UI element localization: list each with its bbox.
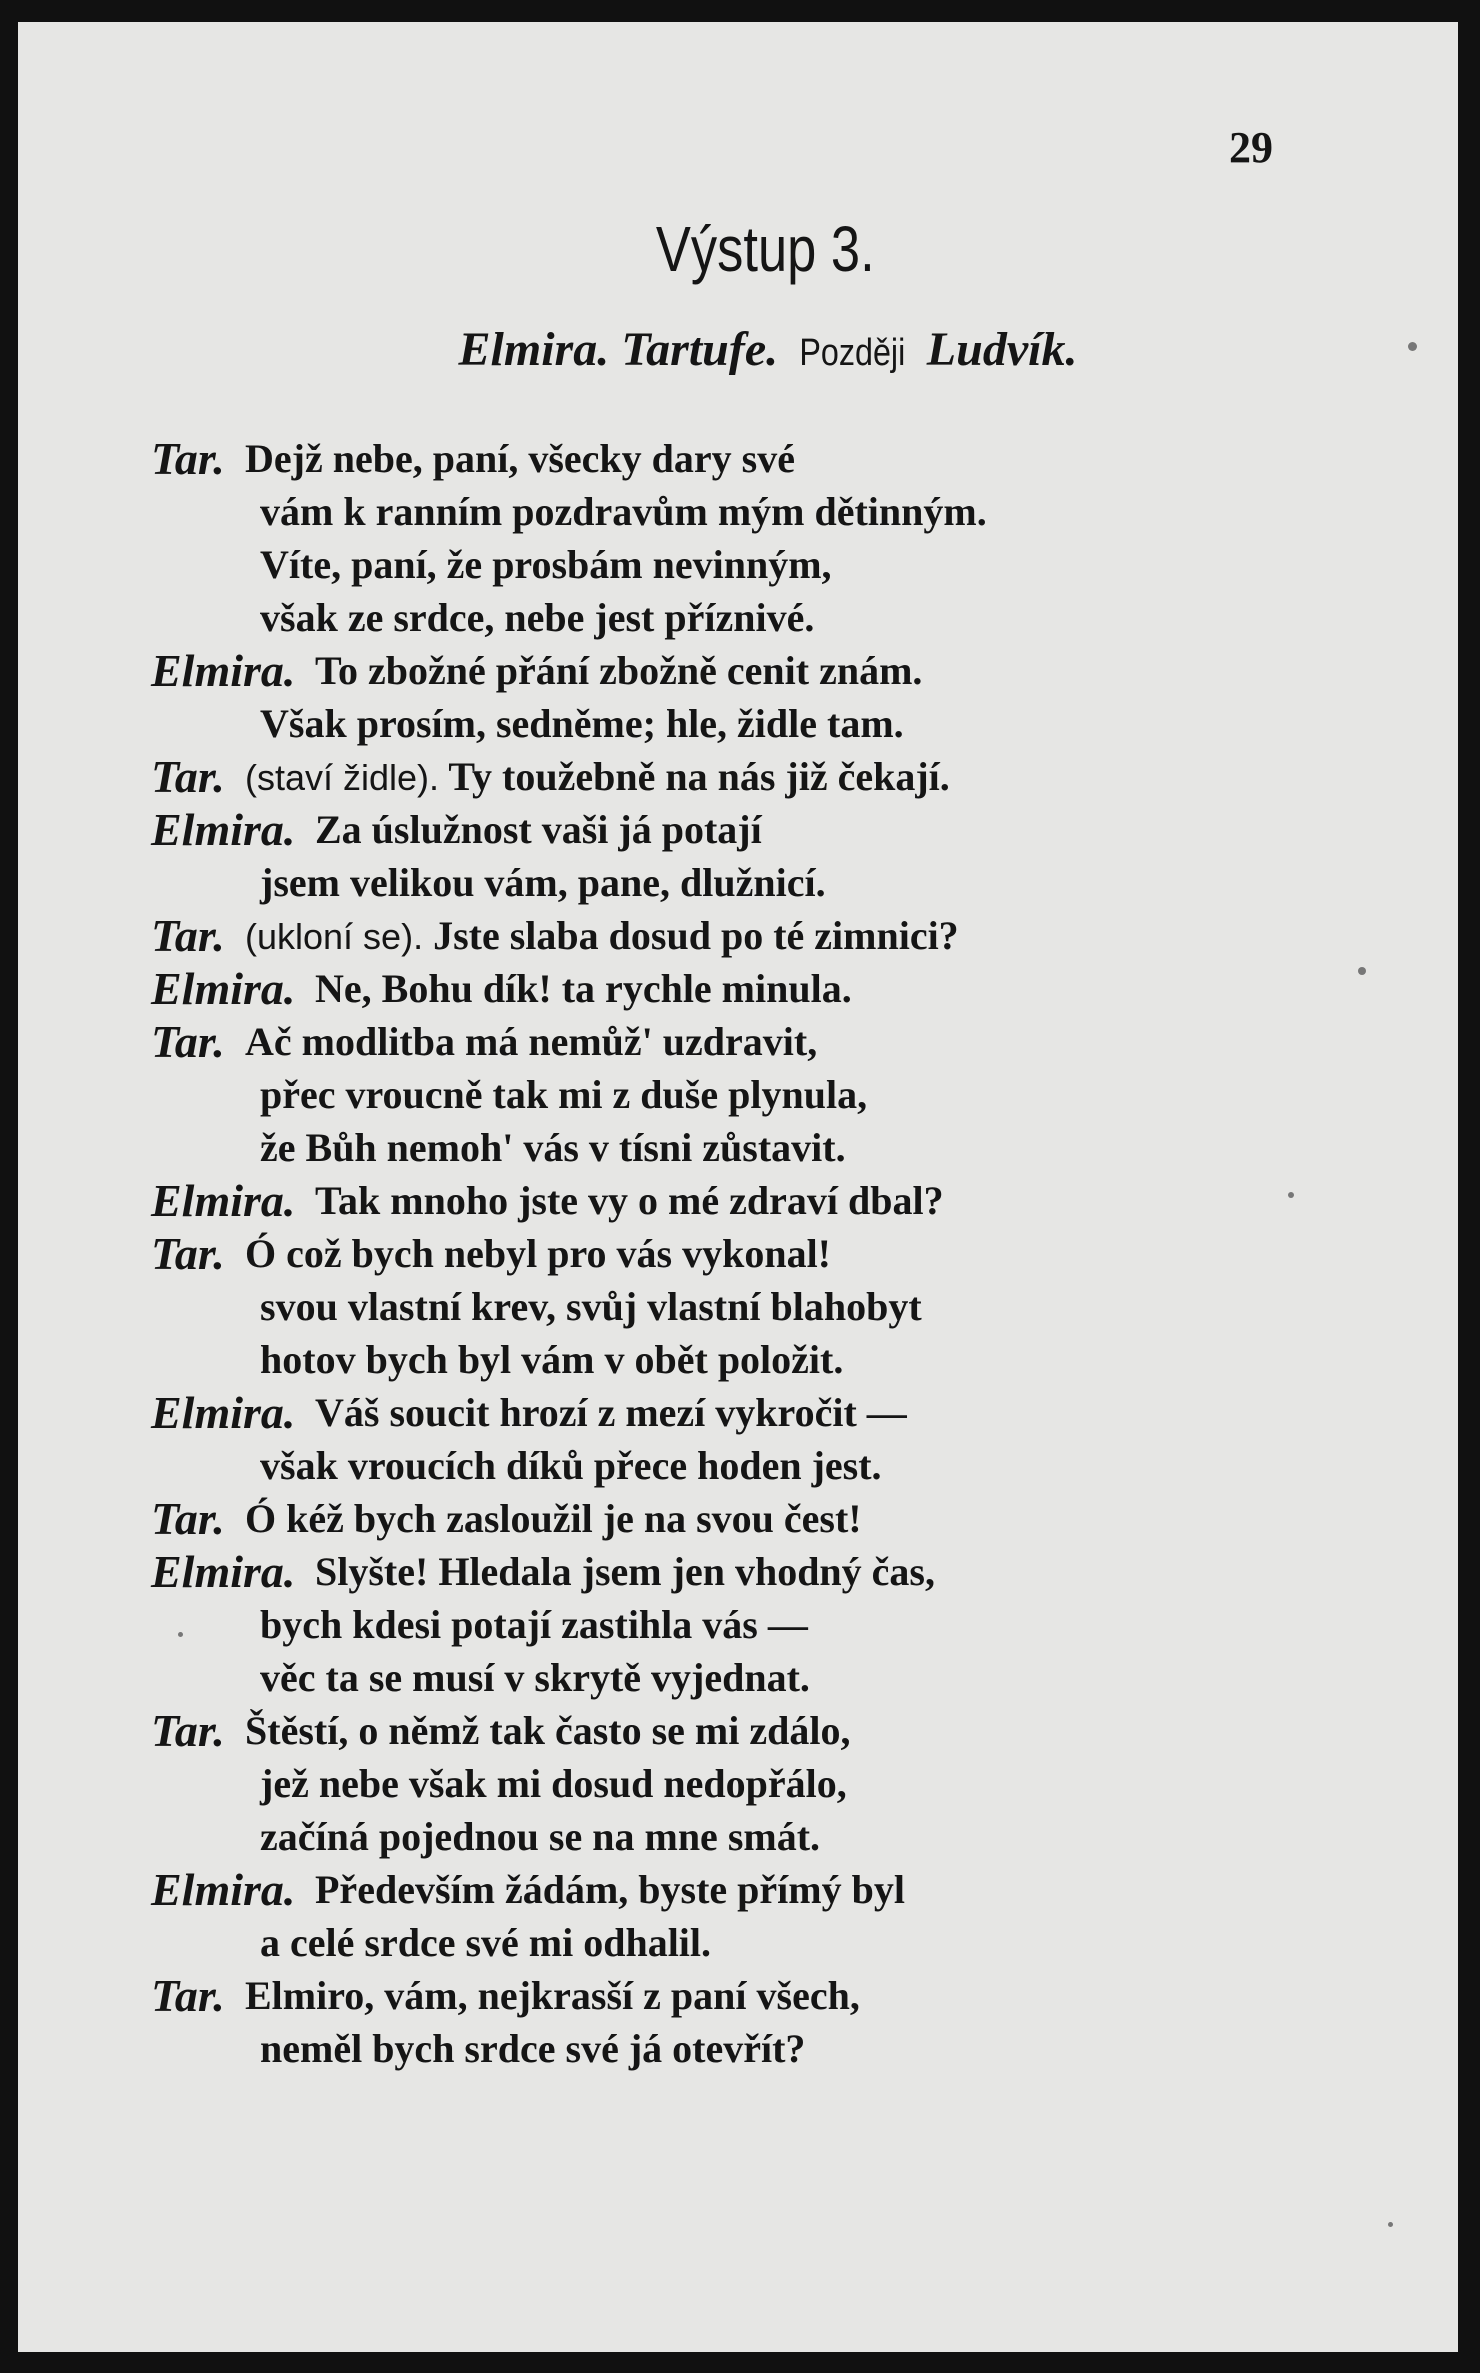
spoken-text: a celé srdce své mi odhalil. bbox=[260, 1920, 712, 1965]
spoken-text: neměl bych srdce své já otevřít? bbox=[260, 2026, 806, 2071]
verse-line bbox=[133, 1810, 1413, 1863]
verse-text bbox=[260, 1333, 843, 1386]
speaker-name: Tar. bbox=[151, 433, 225, 484]
spoken-text: Jste slaba dosud po té zimnici? bbox=[433, 913, 959, 958]
page-number: 29 bbox=[1229, 123, 1273, 172]
verse-line bbox=[133, 1386, 1413, 1439]
cast-list bbox=[18, 322, 1458, 377]
spoken-text: vám k ranním pozdravům mým dětinným. bbox=[260, 489, 987, 534]
verse-line bbox=[133, 697, 1413, 750]
speaker-name: Tar. bbox=[151, 1228, 225, 1279]
verse-text bbox=[260, 2022, 805, 2075]
print-speck bbox=[1288, 1192, 1294, 1198]
verse-line bbox=[133, 750, 1413, 803]
verse-line bbox=[133, 1651, 1413, 1704]
verse-text bbox=[245, 432, 795, 485]
verse-line bbox=[133, 803, 1413, 856]
spoken-text: Slyšte! Hledala jsem jen vhodný čas, bbox=[315, 1549, 935, 1594]
cast-later-note: Později bbox=[799, 332, 906, 374]
verse-line bbox=[133, 909, 1413, 962]
book-page bbox=[18, 22, 1458, 2352]
verse-text bbox=[260, 1439, 882, 1492]
verse-line bbox=[133, 2022, 1413, 2075]
verse-text bbox=[315, 1863, 905, 1916]
spoken-text: Především žádám, byste přímý byl bbox=[315, 1867, 905, 1912]
spoken-text: Ó kéž bych zasloužil je na svou čest! bbox=[245, 1496, 862, 1541]
stage-direction: (ukloní se). bbox=[245, 916, 424, 957]
spoken-text: začíná pojednou se na mne smát. bbox=[260, 1814, 821, 1859]
spoken-text: Tak mnoho jste vy o mé zdraví dbal? bbox=[315, 1178, 944, 1223]
verse-line bbox=[133, 856, 1413, 909]
verse-text bbox=[260, 1068, 867, 1121]
verse-text bbox=[260, 1598, 808, 1651]
speaker-name: Elmira. bbox=[151, 963, 296, 1014]
spoken-text: To zbožné přání zbožně cenit znám. bbox=[315, 648, 923, 693]
verse-dialogue bbox=[133, 432, 1413, 2075]
spoken-text: že Bůh nemoh' vás v tísni zůstavit. bbox=[260, 1125, 846, 1170]
verse-text bbox=[245, 1704, 850, 1757]
verse-line bbox=[133, 1174, 1413, 1227]
verse-line bbox=[133, 962, 1413, 1015]
verse-text bbox=[260, 697, 904, 750]
spoken-text: Ó což bych nebyl pro vás vykonal! bbox=[245, 1231, 831, 1276]
verse-line bbox=[133, 644, 1413, 697]
verse-line bbox=[133, 1492, 1413, 1545]
verse-line bbox=[133, 432, 1413, 485]
verse-text bbox=[260, 1916, 711, 1969]
verse-text bbox=[315, 1545, 935, 1598]
cast-elmira: Elmira. bbox=[458, 323, 610, 376]
speaker-name: Elmira. bbox=[151, 1546, 296, 1597]
spoken-text: věc ta se musí v skrytě vyjednat. bbox=[260, 1655, 810, 1700]
spoken-text: svou vlastní krev, svůj vlastní blahobyt bbox=[260, 1284, 922, 1329]
spoken-text: však vroucích díků přece hoden jest. bbox=[260, 1443, 882, 1488]
verse-line bbox=[133, 1598, 1413, 1651]
spoken-text: přec vroucně tak mi z duše plynula, bbox=[260, 1072, 868, 1117]
speaker-name: Tar. bbox=[151, 1970, 225, 2021]
spoken-text: Váš soucit hrozí z mezí vykročit — bbox=[315, 1390, 907, 1435]
verse-text bbox=[245, 1015, 817, 1068]
verse-text bbox=[260, 1757, 847, 1810]
spoken-text: Štěstí, o němž tak často se mi zdálo, bbox=[245, 1708, 851, 1753]
spoken-text: Ne, Bohu dík! ta rychle minula. bbox=[315, 966, 852, 1011]
speaker-name: Tar. bbox=[151, 751, 225, 802]
spoken-text: jež nebe však mi dosud nedopřálo, bbox=[260, 1761, 847, 1806]
spoken-text: však ze srdce, nebe jest příznivé. bbox=[260, 595, 815, 640]
verse-text bbox=[245, 909, 959, 963]
speaker-name: Tar. bbox=[151, 1705, 225, 1756]
print-speck bbox=[1358, 967, 1366, 975]
speaker-name: Elmira. bbox=[151, 1864, 296, 1915]
verse-line bbox=[133, 1704, 1413, 1757]
print-speck bbox=[1408, 342, 1417, 351]
speaker-name: Tar. bbox=[151, 910, 225, 961]
verse-line bbox=[133, 1439, 1413, 1492]
verse-text bbox=[260, 1810, 820, 1863]
print-speck bbox=[178, 1632, 183, 1637]
verse-line bbox=[133, 1916, 1413, 1969]
cast-ludvik: Ludvík. bbox=[926, 323, 1078, 376]
speaker-name: Tar. bbox=[151, 1493, 225, 1544]
verse-text bbox=[260, 485, 987, 538]
spoken-text: Za úslužnost vaši já potají bbox=[315, 807, 762, 852]
verse-text bbox=[245, 750, 950, 804]
verse-line bbox=[133, 1227, 1413, 1280]
spoken-text: bych kdesi potají zastihla vás — bbox=[260, 1602, 808, 1647]
speaker-name: Elmira. bbox=[151, 1175, 296, 1226]
speaker-name: Elmira. bbox=[151, 645, 296, 696]
verse-line bbox=[133, 1333, 1413, 1386]
spoken-text: Dejž nebe, paní, všecky dary své bbox=[245, 436, 795, 481]
verse-line bbox=[133, 1757, 1413, 1810]
verse-line bbox=[133, 1121, 1413, 1174]
verse-line bbox=[133, 1015, 1413, 1068]
spoken-text: Však prosím, sedněme; hle, židle tam. bbox=[260, 701, 904, 746]
verse-text bbox=[315, 644, 922, 697]
speaker-name: Tar. bbox=[151, 1016, 225, 1067]
spoken-text: Ty toužebně na nás již čekají. bbox=[448, 754, 950, 799]
speaker-name: Elmira. bbox=[151, 804, 296, 855]
verse-line bbox=[133, 1969, 1413, 2022]
verse-text bbox=[245, 1227, 831, 1280]
verse-line bbox=[133, 1280, 1413, 1333]
spoken-text: Víte, paní, že prosbám nevinným, bbox=[260, 542, 832, 587]
scene-title: Výstup 3. bbox=[655, 213, 875, 285]
print-speck bbox=[1388, 2222, 1393, 2227]
verse-text bbox=[315, 1386, 907, 1439]
verse-text bbox=[260, 1280, 922, 1333]
verse-line bbox=[133, 1863, 1413, 1916]
verse-text bbox=[245, 1492, 862, 1545]
cast-tartufe: Tartufe. bbox=[621, 323, 779, 376]
spoken-text: jsem velikou vám, pane, dlužnicí. bbox=[260, 860, 826, 905]
speaker-name: Elmira. bbox=[151, 1387, 296, 1438]
verse-line bbox=[133, 591, 1413, 644]
verse-line bbox=[133, 1068, 1413, 1121]
verse-text bbox=[260, 1121, 846, 1174]
verse-text bbox=[260, 1651, 810, 1704]
spoken-text: Elmiro, vám, nejkrasší z paní všech, bbox=[245, 1973, 860, 2018]
verse-text bbox=[315, 1174, 944, 1227]
verse-text bbox=[260, 856, 826, 909]
verse-text bbox=[315, 803, 762, 856]
spoken-text: hotov bych byl vám v obět položit. bbox=[260, 1337, 844, 1382]
verse-text bbox=[245, 1969, 860, 2022]
stage-direction: (staví židle). bbox=[245, 757, 440, 798]
verse-line bbox=[133, 485, 1413, 538]
verse-line bbox=[133, 1545, 1413, 1598]
verse-line bbox=[133, 538, 1413, 591]
spoken-text: Ač modlitba má nemůž' uzdravit, bbox=[245, 1019, 818, 1064]
verse-text bbox=[315, 962, 852, 1015]
verse-text bbox=[260, 538, 832, 591]
verse-text bbox=[260, 591, 814, 644]
